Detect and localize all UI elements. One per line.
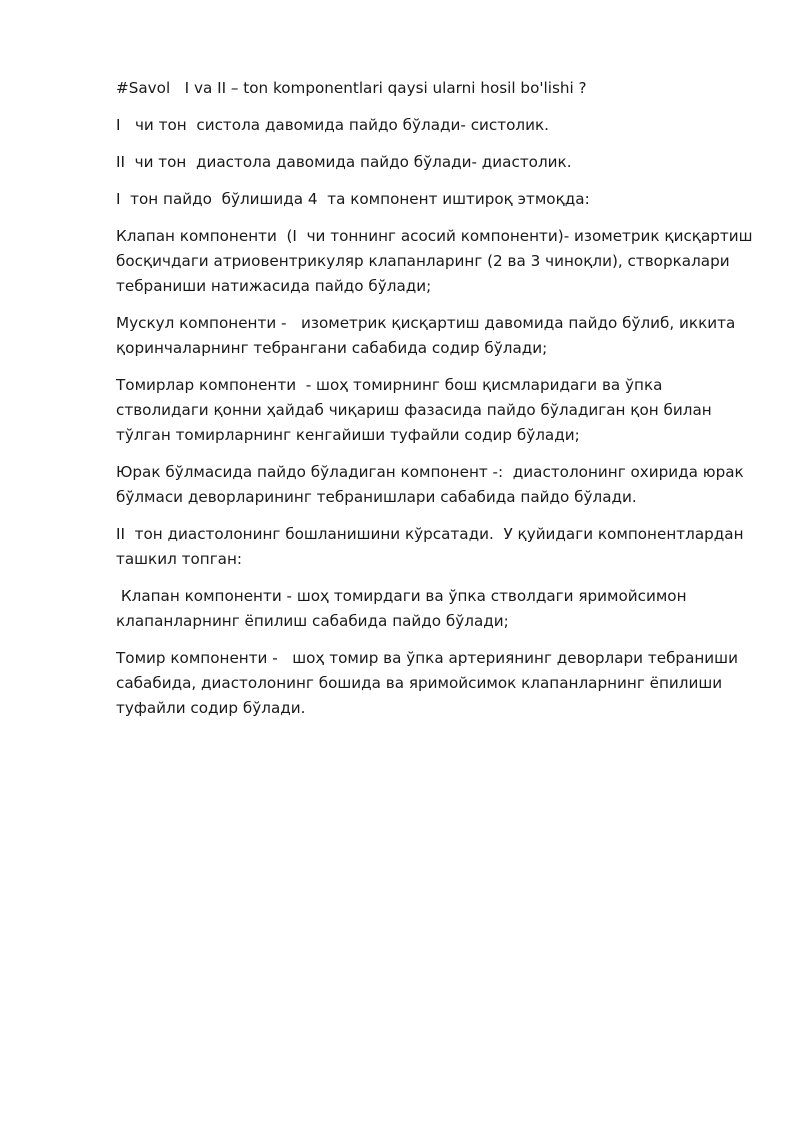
paragraph-atrial-component: Юрак бўлмасида пайдо бўладиган компонент -: диастолонинг охирида юрак бўлмаси деворларининг тебранишлари сабабида пайдо бўлади.: [116, 463, 749, 506]
paragraph-second-tone: II чи тон диастола давомида пайдо бўлади- диастолик.: [116, 153, 572, 171]
question-heading: #Savol I va II – ton komponentlari qaysi ularni hosil bo'lishi ?: [116, 79, 587, 97]
paragraph-muscle-component: Мускул компоненти - изометрик қисқартиш давомида пайдо бўлиб, иккита қоринчаларнинг тебрангани сабабида содир бўлади;: [116, 314, 741, 357]
paragraph-second-valve-component: Клапан компоненти - шоҳ томирдаги ва ўпка стволдаги яримойсимон клапанларнинг ёпилиш сабабида пайдо бўлади;: [116, 587, 692, 630]
paragraph-vascular-component: Томирлар компоненти - шоҳ томирнинг бош қисмларидаги ва ўпка стволидаги қонни ҳайдаб чиқариш фазасида пайдо бўладиган қон билан тўлган томирларнинг кенгайиши туфайли содир бўлади;: [116, 376, 717, 444]
paragraph-first-tone-components-intro: I тон пайдо бўлишида 4 та компонент иштироқ этмоқда:: [116, 190, 590, 208]
paragraph-second-vascular-component: Томир компоненти - шоҳ томир ва ўпка артериянинг деворлари тебраниши сабабида, диастолонинг бошида ва яримойсимок клапанларнинг ёпилиши туфайли содир бўлади.: [116, 649, 743, 717]
paragraph-second-tone-intro: II тон диастолонинг бошланишини кўрсатади. У қуйидаги компонентлардан ташкил топган:: [116, 525, 749, 568]
paragraph-first-tone: I чи тон систола давомида пайдо бўлади- систолик.: [116, 116, 549, 134]
document-body: [116, 76, 756, 733]
paragraph-valve-component: Клапан компоненти (I чи тоннинг асосий компоненти)- изометрик қисқартиш босқичдаги атриовентрикуляр клапанларинг (2 ва 3 чиноқли), створкалари тебраниши натижасида пайдо бўлади;: [116, 227, 758, 295]
